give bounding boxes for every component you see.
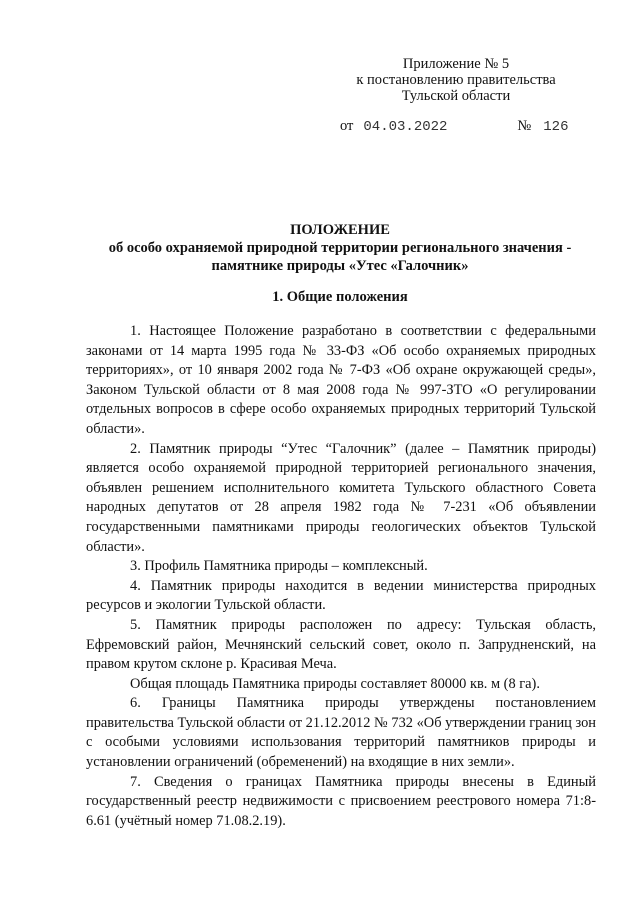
decree-date: 04.03.2022 xyxy=(363,119,448,135)
section-heading: 1. Общие положения xyxy=(272,289,408,305)
decree-date-line xyxy=(340,118,568,135)
title-subject: об особо охраняемой природной территории регионального значения - xyxy=(108,240,572,256)
paragraph-7: 7. Сведения о границах Памятника природы внесены в Единый государственный реестр недвижимости с присвоением реестрового номера 71:8-6.61 (учётный номер 71.08.2.19). xyxy=(86,773,596,829)
title-heading: ПОЛОЖЕНИЕ xyxy=(290,222,390,238)
paragraph-2: 2. Памятник природы “Утес “Галочник” (далее – Памятник природы) является особо охраняемой природной территорией регионального значения, объявлен решением исполнительного комитета Тульского областного Совета народных депутатов от 28 апреля 1982 года № 7-231 «Об объявлении государственными памятниками природы геологических объектов Тульской области». xyxy=(86,440,596,555)
decree-number-label: № xyxy=(517,118,532,134)
paragraph-1: 1. Настоящее Положение разработано в соответствии с федеральными законами от 14 марта 1995 года № 33-ФЗ «Об особо охраняемых природных территориях», от 10 января 2002 года № 7-ФЗ «Об охране окружающей среды», Законом Тульской области от 8 мая 2008 года № 997-ЗТО «О регулировании отдельных вопросов в сфере особо охраняемых природных территорий Тульской области». xyxy=(86,323,596,437)
decree-from-label: от xyxy=(340,118,354,134)
decree-number: 126 xyxy=(543,119,569,135)
annex-header xyxy=(330,56,582,104)
annex-decree-ref: к постановлению правительства xyxy=(356,72,556,88)
document-body xyxy=(86,322,596,831)
title-object-name: памятнике природы «Утес «Галочник» xyxy=(211,258,469,274)
document-title xyxy=(60,221,620,275)
paragraph-6: 6. Границы Памятника природы утверждены постановлением правительства Тульской области от 21.12.2012 № 732 «Об утверждении границ зон с особыми условиями использования территорий памятников природы и установлении ограничений (обременений) на входящие в них земли». xyxy=(86,695,596,771)
paragraph-area: Общая площадь Памятника природы составляет 80000 кв. м (8 га). xyxy=(130,675,540,692)
paragraph-4: 4. Памятник природы находится в ведении министерства природных ресурсов и экологии Тульской области. xyxy=(86,577,596,614)
paragraph-3: 3. Профиль Памятника природы – комплексный. xyxy=(130,558,428,575)
paragraph-5: 5. Памятник природы расположен по адресу: Тульская область, Ефремовский район, Мечнянский сельский совет, около п. Запрудненский, на правом крутом склоне р. Красивая Меча. xyxy=(86,616,596,673)
annex-number: Приложение № 5 xyxy=(402,56,510,72)
annex-region: Тульской области xyxy=(401,88,511,104)
